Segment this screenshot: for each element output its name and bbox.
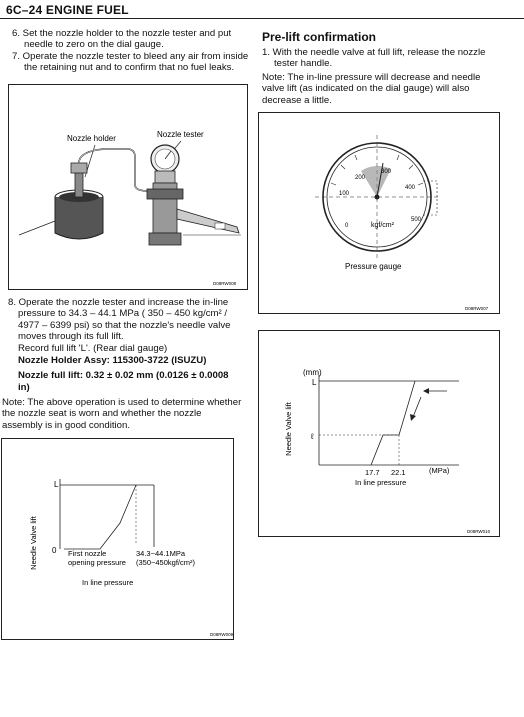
header-rule	[0, 18, 524, 19]
label-L: L	[54, 480, 59, 489]
figure-lift-chart-right	[258, 330, 500, 537]
gauge-tick-500: 500	[411, 217, 422, 223]
figure-lift-chart-left	[1, 438, 234, 640]
full-lift-spec: Nozzle full lift: 0.32 ± 0.02 mm (0.0126 ± 0.0008	[18, 370, 229, 382]
gauge-tick-400: 400	[405, 185, 416, 191]
gauge-tick-0: 0	[345, 223, 349, 229]
y-axis-label: Needle Valve lift	[29, 516, 38, 570]
y-axis-label: Needle Valve lift	[284, 402, 293, 456]
right-note-1: Note: The in-line pressure will decrease and needle	[262, 71, 481, 83]
right-step-1-cont: tester handle.	[274, 58, 333, 70]
page-header: 6C–24 ENGINE FUEL	[6, 3, 129, 17]
gauge-tick-300: 300	[381, 169, 392, 175]
right-step-block	[262, 47, 498, 106]
label-L: L	[312, 378, 317, 387]
step-8-line2: pressure to 34.3 – 44.1 MPa ( 350 – 450 kg/cm² /	[18, 308, 228, 320]
x-tick-17-7: 17.7	[365, 468, 380, 477]
section-title: Pre-lift confirmation	[262, 30, 377, 44]
note-left-2: the nozzle seat is worn and whether the nozzle	[2, 408, 202, 420]
step-8-line1: 8. Operate the nozzle tester and increase the in-line	[8, 297, 229, 308]
note-left-3: assembly is in good condition.	[2, 419, 130, 431]
lift-chart-left-svg	[2, 439, 233, 639]
assy-spec: Nozzle Holder Assy: 115300-3722 (ISUZU)	[18, 355, 207, 367]
figure-code: D08RW008	[213, 281, 237, 286]
step-8-line4: moves through its full lift.	[18, 331, 124, 343]
note-left	[2, 397, 252, 431]
x-unit: (MPa)	[429, 466, 450, 475]
x-label-pressure-kgf: (350~450kgf/cm²)	[136, 558, 195, 567]
step-7: 7. Operate the nozzle tester to bleed any air from inside	[12, 50, 249, 62]
label-nozzle-tester: Nozzle tester	[157, 130, 204, 139]
right-note-3: decrease a little.	[262, 94, 332, 106]
gauge-caption: Pressure gauge	[345, 262, 402, 271]
step-6: 6. Set the nozzle holder to the nozzle tester and put	[12, 28, 232, 39]
gauge-tick-200: 200	[355, 175, 366, 181]
note-left-1: Note: The above operation is used to determine whether	[2, 397, 242, 408]
gauge-tick-100: 100	[339, 191, 350, 197]
figure-code: D08RW009	[210, 632, 233, 637]
steps-6-7	[12, 28, 257, 74]
step-7-cont: the retaining nut and to confirm that no fuel leaks.	[24, 62, 235, 74]
figure-code: D08RW007	[465, 306, 489, 311]
step-8-block	[8, 297, 252, 393]
y-unit: (mm)	[303, 368, 322, 377]
x-label-first-nozzle: First nozzle	[68, 549, 107, 558]
label-nozzle-holder: Nozzle holder	[67, 134, 116, 143]
figure-nozzle-tester	[8, 84, 248, 290]
right-step-1: 1. With the needle valve at full lift, release the nozzle	[262, 47, 486, 58]
label-zero: 0	[52, 546, 57, 555]
step-6-cont: needle to zero on the dial gauge.	[24, 39, 164, 51]
x-axis-title: In line pressure	[82, 578, 134, 587]
figure-code: D08RW010	[467, 529, 491, 534]
x-label-pressure-range: 34.3~44.1MPa	[136, 549, 185, 558]
full-lift-spec-cont: in)	[18, 381, 30, 393]
right-note-2: valve lift (as indicated on the dial gauge) will also	[262, 83, 470, 95]
gauge-unit: kgf/cm²	[371, 222, 394, 229]
label-l: ℓ	[311, 432, 314, 441]
figure-pressure-gauge	[258, 112, 500, 314]
pressure-gauge-illustration	[259, 113, 499, 313]
x-tick-22-1: 22.1	[391, 468, 406, 477]
step-8-line5: Record full lift 'L'. (Rear dial gauge)	[18, 342, 168, 354]
x-axis-title: In line pressure	[355, 478, 407, 487]
step-8-line3: 4977 – 6399 psi) so that the nozzle's needle valve	[18, 319, 231, 331]
nozzle-tester-illustration	[9, 85, 247, 289]
x-label-opening-pressure: opening pressure	[68, 558, 126, 567]
lift-chart-right-svg	[259, 331, 499, 536]
